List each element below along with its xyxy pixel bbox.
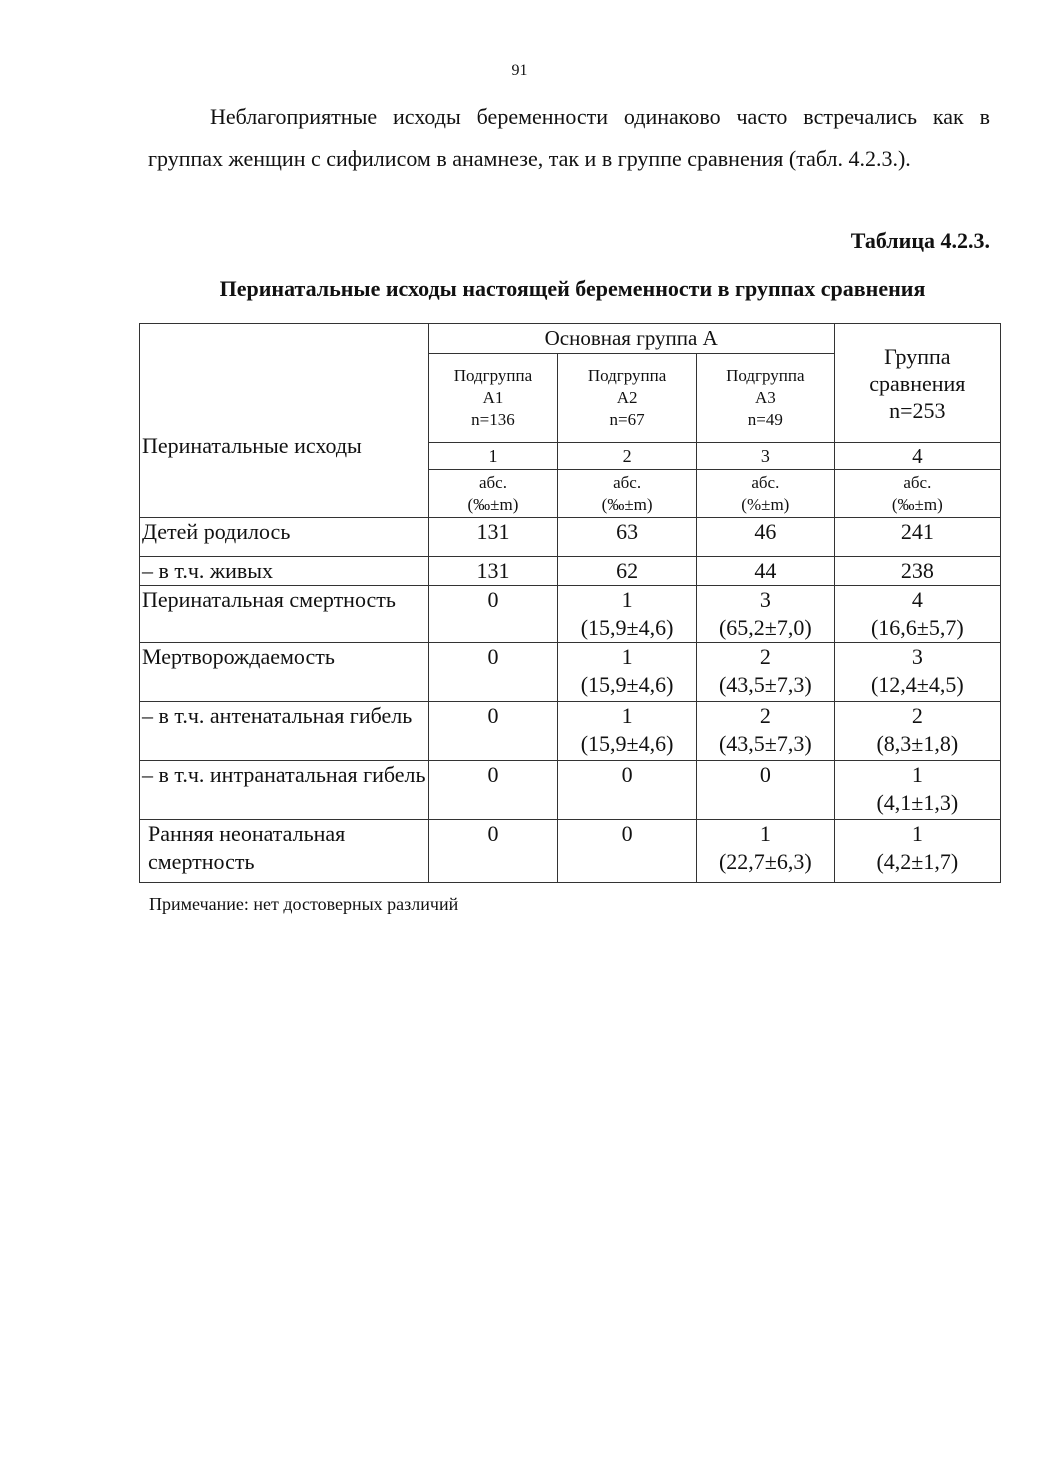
cell-rate: (12,4±4,5) <box>870 672 964 697</box>
unit-cmp-abs: абс. <box>903 472 932 492</box>
header-outcomes: Перинатальные исходы <box>140 324 429 518</box>
unit-a3-abs: абс. <box>751 472 780 492</box>
unit-a3-rate: (%±m) <box>741 494 790 514</box>
row-label: – в т.ч. интранатальная гибель <box>140 761 429 820</box>
header-comparison-n: n=253 <box>889 397 946 423</box>
row-label: Перинатальная смертность <box>140 586 429 643</box>
cell-rate: (43,5±7,3) <box>718 672 812 697</box>
cell-rate: (4,1±1,3) <box>876 790 959 815</box>
unit-a1 <box>428 470 558 518</box>
cell-value: 1 <box>911 821 923 846</box>
row-label: Детей родилось <box>140 518 429 557</box>
cell-comparison: 241 <box>834 518 1000 557</box>
subgroup-a2-code: А2 <box>616 388 638 407</box>
page-number: 91 <box>511 62 528 79</box>
cell-rate: (22,7±6,3) <box>718 849 812 874</box>
table-row <box>140 761 1001 820</box>
table-row <box>140 557 1001 586</box>
unit-a2-abs: абс. <box>613 472 642 492</box>
cell-value: 2 <box>911 703 923 728</box>
subgroup-a1-name: Подгруппа <box>453 366 533 385</box>
cell-rate: (8,3±1,8) <box>876 731 959 756</box>
row-label: Ранняя неонатальная смертность <box>140 820 429 883</box>
table-note: Примечание: нет достоверных различий <box>149 894 459 914</box>
cell-comparison <box>834 820 1000 883</box>
cell-comparison <box>834 702 1000 761</box>
row-label: Мертворождаемость <box>140 643 429 702</box>
row-label: – в т.ч. антенатальная гибель <box>140 702 429 761</box>
cell-a2 <box>558 586 697 643</box>
column-number-1: 1 <box>428 443 558 470</box>
unit-a2 <box>558 470 697 518</box>
perinatal-outcomes-table <box>139 323 1001 883</box>
subgroup-a3-name: Подгруппа <box>726 366 805 385</box>
cell-a2: 62 <box>558 557 697 586</box>
body-paragraph: Неблагоприятные исходы беременности одинаково часто встречались как в группах женщин с сифилисом в анамнезе, так и в группе сравнения (табл. 4.2.3.). <box>148 104 990 171</box>
cell-a1: 0 <box>428 586 558 643</box>
table-number: Таблица 4.2.3. <box>850 228 990 253</box>
unit-a2-rate: (‰±m) <box>601 494 653 514</box>
cell-comparison: 238 <box>834 557 1000 586</box>
table-row <box>140 586 1001 643</box>
cell-a1: 0 <box>428 643 558 702</box>
cell-a1: 0 <box>428 820 558 883</box>
cell-a1: 131 <box>428 557 558 586</box>
unit-a1-abs: абс. <box>478 472 507 492</box>
header-comparison-group <box>834 324 1000 443</box>
cell-a2: 0 <box>558 761 697 820</box>
cell-value: 1 <box>911 762 923 787</box>
cell-a1: 0 <box>428 702 558 761</box>
subgroup-a1-code: А1 <box>482 388 504 407</box>
subgroup-a3-code: А3 <box>754 388 776 407</box>
header-main-group: Основная группа А <box>428 324 834 354</box>
unit-a1-rate: (‰±m) <box>467 494 519 514</box>
table-row <box>140 643 1001 702</box>
cell-value: 3 <box>911 644 923 669</box>
subgroup-a2-n: n=67 <box>609 410 645 429</box>
unit-a3 <box>696 470 834 518</box>
header-comparison-line1: Группа <box>884 343 951 369</box>
cell-a3 <box>696 702 834 761</box>
cell-a3 <box>696 820 834 883</box>
column-number-3: 3 <box>696 443 834 470</box>
table-row <box>140 518 1001 557</box>
cell-value: 1 <box>759 821 771 846</box>
cell-value: 4 <box>911 587 923 612</box>
cell-a2: 63 <box>558 518 697 557</box>
header-comparison-line2: сравнения <box>869 370 966 396</box>
row-label: – в т.ч. живых <box>140 557 429 586</box>
cell-a1: 131 <box>428 518 558 557</box>
cell-a3 <box>696 643 834 702</box>
cell-rate: (15,9±4,6) <box>580 615 674 640</box>
table-row <box>140 820 1001 883</box>
subgroup-a3-n: n=49 <box>747 410 783 429</box>
unit-cmp-rate: (‰±m) <box>891 494 943 514</box>
cell-value: 2 <box>759 644 771 669</box>
cell-value: 1 <box>621 644 633 669</box>
cell-comparison <box>834 643 1000 702</box>
cell-comparison <box>834 761 1000 820</box>
cell-a1: 0 <box>428 761 558 820</box>
cell-a3: 0 <box>696 761 834 820</box>
column-number-2: 2 <box>558 443 697 470</box>
subgroup-a1-n: n=136 <box>471 410 515 429</box>
subgroup-a2-name: Подгруппа <box>587 366 667 385</box>
cell-rate: (43,5±7,3) <box>718 731 812 756</box>
cell-rate: (16,6±5,7) <box>870 615 964 640</box>
header-subgroup-a3 <box>696 354 834 443</box>
cell-rate: (15,9±4,6) <box>580 672 674 697</box>
cell-comparison <box>834 586 1000 643</box>
header-subgroup-a2 <box>558 354 697 443</box>
column-number-4: 4 <box>834 443 1000 470</box>
cell-a2: 0 <box>558 820 697 883</box>
cell-a3 <box>696 586 834 643</box>
cell-rate: (15,9±4,6) <box>580 731 674 756</box>
unit-comparison <box>834 470 1000 518</box>
table-title: Перинатальные исходы настоящей беременности в группах сравнения <box>219 276 926 301</box>
header-subgroup-a1 <box>428 354 558 443</box>
cell-value: 1 <box>621 703 633 728</box>
cell-a3: 46 <box>696 518 834 557</box>
cell-rate: (65,2±7,0) <box>718 615 812 640</box>
cell-a2 <box>558 702 697 761</box>
table-row <box>140 702 1001 761</box>
cell-value: 2 <box>759 703 771 728</box>
cell-a2 <box>558 643 697 702</box>
cell-value: 3 <box>759 587 771 612</box>
cell-rate: (4,2±1,7) <box>876 849 959 874</box>
cell-a3: 44 <box>696 557 834 586</box>
table-header-row <box>140 324 1001 354</box>
cell-value: 1 <box>621 587 633 612</box>
